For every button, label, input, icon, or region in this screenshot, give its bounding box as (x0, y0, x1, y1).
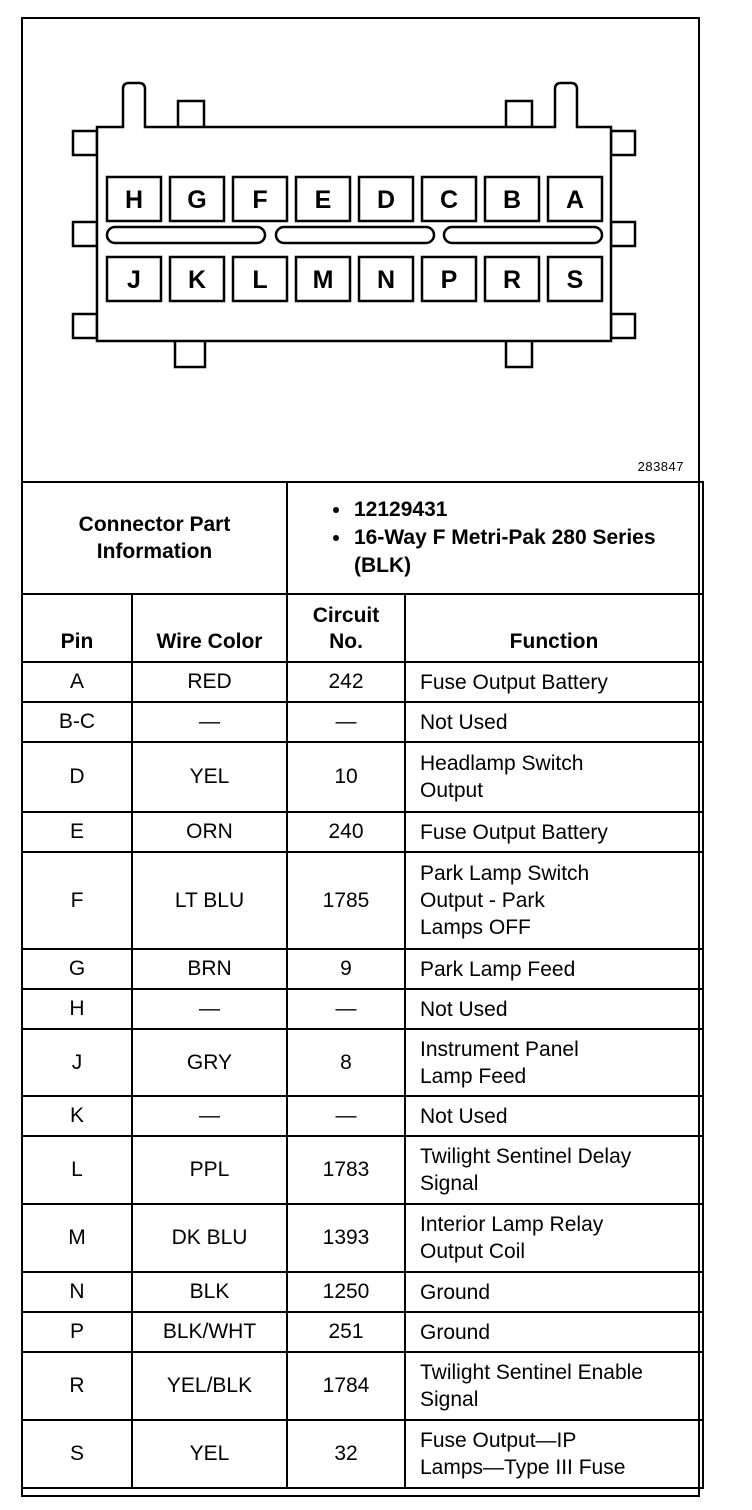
function-line: Interior Lamp Relay (420, 1213, 604, 1236)
circuit-cell: 9 (287, 949, 405, 989)
pin-cell: S (22, 1420, 132, 1488)
wire-color-cell: YEL (132, 1420, 287, 1488)
function-cell (405, 812, 703, 852)
connector-table (21, 481, 704, 1489)
function-line: Output (420, 779, 484, 802)
table-row (22, 742, 703, 812)
wire-color-cell: — (132, 1096, 287, 1136)
circuit-cell: 32 (287, 1420, 405, 1488)
pin-label-r: R (502, 266, 522, 294)
circuit-cell: 1785 (287, 852, 405, 949)
function-line: Lamp Feed (420, 1064, 527, 1088)
function-line: Lamps OFF (420, 916, 531, 939)
wire-color-cell: BLK/WHT (132, 1312, 287, 1352)
circuit-cell: 1250 (287, 1272, 405, 1312)
table-row (22, 1136, 703, 1204)
wire-color-cell: ORN (132, 812, 287, 852)
header-pin: Pin (22, 594, 132, 662)
function-line: Headlamp Switch (420, 752, 584, 775)
pin-cell: A (22, 662, 132, 702)
pin-label-c: C (439, 186, 459, 214)
function-cell (405, 742, 703, 812)
table-row (22, 662, 703, 702)
connector-diagram (23, 19, 698, 483)
wire-color-cell: BLK (132, 1272, 287, 1312)
function-line: Not Used (420, 997, 508, 1021)
connector-description: • 16-Way F Metri-Pak 280 Series (BLK) (352, 524, 702, 580)
wire-color-cell: RED (132, 662, 287, 702)
table-row (22, 852, 703, 949)
function-line: Signal (420, 1388, 479, 1411)
circuit-cell: 8 (287, 1029, 405, 1096)
circuit-cell: 242 (287, 662, 405, 702)
figure-id: 283847 (637, 459, 684, 474)
function-cell (405, 1272, 703, 1312)
table-row (22, 1096, 703, 1136)
wire-color-cell: LT BLU (132, 852, 287, 949)
pin-label-k: K (187, 266, 207, 294)
header-function: Function (405, 594, 703, 662)
pin-table-body (22, 662, 703, 1488)
wire-color-cell: — (132, 702, 287, 742)
table-row (22, 1272, 703, 1312)
wire-color-cell: YEL/BLK (132, 1352, 287, 1420)
wire-color-cell: — (132, 989, 287, 1029)
function-cell (405, 989, 703, 1029)
function-line: Twilight Sentinel Enable (420, 1361, 643, 1384)
header-circuit-line1: Circuit (312, 604, 380, 627)
pin-cell: P (22, 1312, 132, 1352)
connector-sheet (21, 17, 700, 1497)
wire-color-cell: PPL (132, 1136, 287, 1204)
function-line: Lamps—Type III Fuse (420, 1456, 626, 1479)
table-row (22, 1420, 703, 1488)
pin-label-d: D (376, 186, 396, 214)
connector-info-row (22, 482, 703, 594)
table-row (22, 1204, 703, 1272)
function-line: Fuse Output—IP (420, 1429, 577, 1452)
pin-cell: K (22, 1096, 132, 1136)
table-row (22, 1312, 703, 1352)
table-row (22, 812, 703, 852)
function-line: Twilight Sentinel Delay (420, 1145, 632, 1168)
pin-cell: B-C (22, 702, 132, 742)
part-number: • 12129431 (352, 496, 702, 524)
function-cell (405, 1312, 703, 1352)
table-row (22, 989, 703, 1029)
header-wire-color: Wire Color (132, 594, 287, 662)
connector-info-label (22, 482, 287, 594)
pin-cell: H (22, 989, 132, 1029)
function-cell (405, 852, 703, 949)
pin-label-l: L (252, 266, 268, 294)
pin-label-p: P (440, 266, 458, 294)
function-cell (405, 1204, 703, 1272)
function-line: Output - Park (420, 889, 545, 912)
function-cell (405, 702, 703, 742)
circuit-cell: 1783 (287, 1136, 405, 1204)
pin-cell: D (22, 742, 132, 812)
pin-label-e: E (314, 186, 332, 214)
pin-cell: L (22, 1136, 132, 1204)
circuit-cell: 251 (287, 1312, 405, 1352)
connector-info-label-line2: Information (96, 540, 213, 563)
table-row (22, 1352, 703, 1420)
function-cell (405, 1096, 703, 1136)
connector-info-label-line1: Connector Part (78, 513, 231, 536)
pin-cell: R (22, 1352, 132, 1420)
pin-label-j: J (127, 266, 141, 294)
pin-label-n: N (376, 266, 396, 294)
pin-cell: E (22, 812, 132, 852)
pin-label-h: H (124, 186, 144, 214)
function-line: Not Used (420, 710, 508, 734)
pin-cell: N (22, 1272, 132, 1312)
function-line: Ground (420, 1280, 491, 1304)
function-line: Fuse Output Battery (420, 820, 608, 844)
header-circuit-line2: No. (329, 630, 363, 653)
header-circuit-no (287, 594, 405, 662)
table-row (22, 949, 703, 989)
function-line: Park Lamp Feed (420, 957, 576, 981)
circuit-cell: — (287, 702, 405, 742)
circuit-cell: — (287, 1096, 405, 1136)
circuit-cell: 10 (287, 742, 405, 812)
wire-color-cell: YEL (132, 742, 287, 812)
pin-label-a: A (565, 186, 585, 214)
circuit-cell: 1784 (287, 1352, 405, 1420)
function-line: Instrument Panel (420, 1037, 579, 1061)
function-line: Fuse Output Battery (420, 670, 608, 694)
function-line: Park Lamp Switch (420, 862, 590, 885)
function-cell (405, 1352, 703, 1420)
table-header-row (22, 594, 703, 662)
function-line: Output Coil (420, 1240, 526, 1263)
pin-label-b: B (502, 186, 522, 214)
pin-cell: G (22, 949, 132, 989)
wire-color-cell: GRY (132, 1029, 287, 1096)
function-cell (405, 1420, 703, 1488)
pin-label-g: G (187, 186, 207, 214)
connector-info-list (287, 482, 703, 594)
function-cell (405, 662, 703, 702)
table-row (22, 1029, 703, 1096)
circuit-cell: 1393 (287, 1204, 405, 1272)
function-cell (405, 1136, 703, 1204)
function-cell (405, 949, 703, 989)
pin-cell: F (22, 852, 132, 949)
pin-label-m: M (312, 266, 334, 294)
function-cell (405, 1029, 703, 1096)
function-line: Not Used (420, 1104, 508, 1128)
function-line: Signal (420, 1172, 479, 1195)
circuit-cell: 240 (287, 812, 405, 852)
pin-cell: M (22, 1204, 132, 1272)
table-row (22, 702, 703, 742)
pin-label-f: F (252, 186, 268, 214)
pin-cell: J (22, 1029, 132, 1096)
wire-color-cell: DK BLU (132, 1204, 287, 1272)
wire-color-cell: BRN (132, 949, 287, 989)
circuit-cell: — (287, 989, 405, 1029)
function-line: Ground (420, 1320, 491, 1344)
pin-label-s: S (566, 266, 584, 294)
